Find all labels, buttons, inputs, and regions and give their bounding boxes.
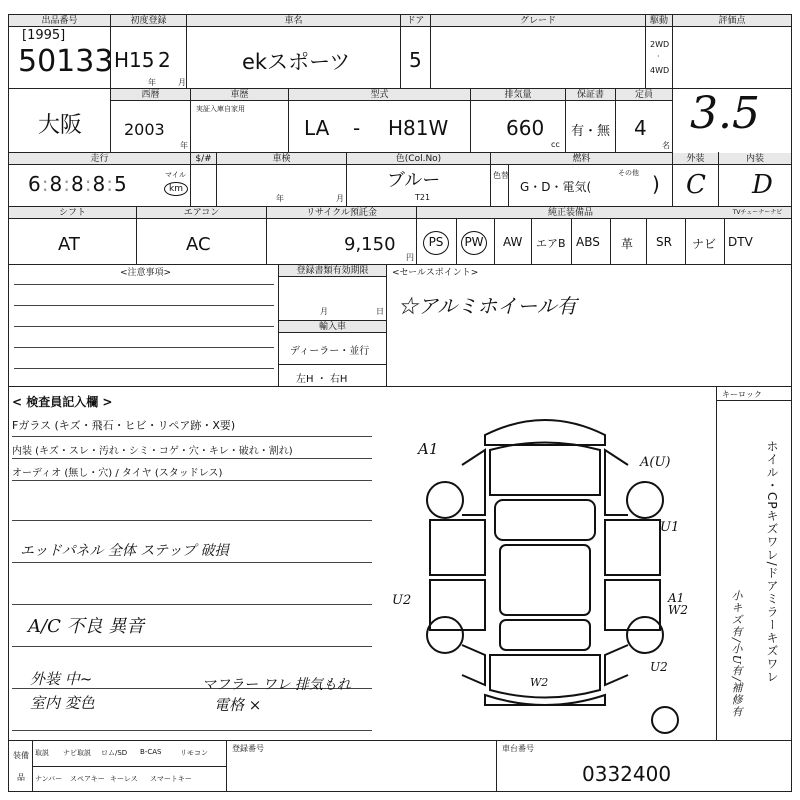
mileage-digit: 8 bbox=[92, 172, 107, 196]
div bbox=[724, 219, 725, 264]
equipment-navi: ナビ bbox=[692, 237, 717, 251]
div bbox=[32, 766, 226, 767]
inspector-line3: オーディオ (無し・穴) / タイヤ (スタッドレス) bbox=[12, 468, 223, 479]
mileage-digit: 8 bbox=[49, 172, 64, 196]
inspection-label: 車検 bbox=[217, 153, 346, 165]
reg-label: 登録番号 bbox=[232, 744, 264, 753]
div bbox=[531, 219, 532, 264]
wheel-fr bbox=[627, 482, 663, 518]
equipment-label: 純正装備品 bbox=[417, 207, 724, 219]
inspector-note6: 電格 × bbox=[214, 696, 262, 714]
chassis-number: 0332400 bbox=[582, 762, 672, 786]
rule bbox=[12, 520, 372, 521]
wheel-fl bbox=[427, 482, 463, 518]
inspector-line1: Fガラス (キズ・飛石・ヒビ・リペア跡・X要) bbox=[12, 419, 236, 432]
year-unit: 年 bbox=[148, 78, 156, 87]
fuel-other: その他 bbox=[618, 169, 639, 177]
door-label: ドア bbox=[401, 15, 430, 27]
equipment-sr: SR bbox=[656, 235, 672, 249]
car-name: ekスポーツ bbox=[242, 50, 351, 74]
drive-2wd: 2WD bbox=[650, 40, 670, 49]
rule bbox=[12, 646, 372, 647]
shift: AT bbox=[58, 234, 80, 255]
rear-window bbox=[500, 620, 590, 650]
rule bbox=[12, 604, 372, 605]
fuel-label: 燃料 bbox=[491, 153, 672, 165]
dealer: ディーラー・並行 bbox=[290, 346, 370, 357]
reg-day-unit: 日 bbox=[376, 307, 384, 316]
equipment-abs: ABS bbox=[576, 235, 600, 249]
doors: 5 bbox=[409, 48, 422, 72]
dollar-label: $/# bbox=[191, 153, 216, 165]
displacement: 660 bbox=[506, 116, 545, 140]
mark-a-u: A(U) bbox=[640, 455, 671, 470]
tv-label: TVチューナーナビ bbox=[724, 207, 791, 219]
registration-label: 登録書類有効期限 bbox=[279, 265, 386, 277]
capacity-label: 定員 bbox=[616, 89, 672, 101]
rule bbox=[14, 284, 274, 285]
sales-point: ☆アルミホイール有 bbox=[398, 294, 577, 318]
mark-u2-right: U2 bbox=[650, 660, 668, 674]
ac-label: エアコン bbox=[137, 207, 266, 219]
color-change-label: 色替 bbox=[493, 171, 509, 180]
reg-month-unit: 月 bbox=[320, 307, 328, 316]
footer-label-a: 装備 bbox=[13, 751, 29, 760]
equipment-pw: PW bbox=[461, 231, 489, 255]
displacement-label: 排気量 bbox=[471, 89, 565, 101]
inspection-year-unit: 年 bbox=[276, 194, 284, 203]
front-bumper bbox=[485, 420, 605, 445]
sales-label: <セールスポイント> bbox=[392, 268, 479, 278]
inspector-note5: マフラー ワレ 排気もれ bbox=[202, 677, 351, 693]
mileage-digit: 8 bbox=[70, 172, 85, 196]
mark-u2-left: U2 bbox=[392, 593, 412, 608]
color-code: T21 bbox=[415, 193, 431, 202]
capacity-unit: 名 bbox=[662, 141, 670, 150]
exterior: C bbox=[686, 170, 706, 200]
recycle-label: リサイクル預託金 bbox=[267, 207, 416, 219]
div bbox=[226, 740, 227, 792]
side-text: ホイル・CPキズワレ/ドアミラーキズワレ bbox=[765, 440, 779, 684]
wheel-rr bbox=[627, 617, 663, 653]
lot-label: 出品番号 bbox=[9, 15, 110, 27]
capacity: 4 bbox=[634, 116, 647, 140]
mile-unit: マイル bbox=[165, 171, 186, 179]
exterior-label: 外装 bbox=[673, 153, 718, 165]
wheel-rl bbox=[427, 617, 463, 653]
mark-w2: W2 bbox=[530, 676, 549, 689]
opt-smart-key: スマートキー bbox=[150, 775, 192, 783]
left-front-fender bbox=[462, 450, 485, 515]
first-reg-era: H15 bbox=[114, 48, 155, 72]
equipment-dtv: DTV bbox=[728, 235, 753, 249]
car-name-label: 車名 bbox=[187, 15, 400, 27]
mileage: 6:8:8:8:5 bbox=[28, 172, 128, 196]
opt-number: ナンバー bbox=[35, 775, 63, 783]
grade-label: グレード bbox=[431, 15, 645, 27]
opt-keyless: キーレス bbox=[110, 775, 138, 783]
lot-number: 50133 bbox=[18, 44, 114, 79]
opt-navi-manual: ナビ取説 bbox=[63, 749, 91, 757]
yen: 円 bbox=[406, 253, 414, 262]
rule bbox=[14, 326, 274, 327]
windshield bbox=[495, 500, 595, 540]
first-reg-label: 初度登録 bbox=[111, 15, 186, 27]
mileage-digit: 6 bbox=[28, 172, 42, 196]
div bbox=[278, 364, 386, 365]
div bbox=[646, 219, 647, 264]
rule bbox=[12, 562, 372, 563]
spare-wheel bbox=[652, 707, 678, 733]
mileage-digit: 5 bbox=[113, 172, 128, 196]
inspector-note2: A/C 不良 異音 bbox=[28, 616, 145, 637]
fuel: G・D・電気( bbox=[520, 180, 592, 194]
year: 2003 bbox=[124, 120, 165, 139]
seireki-label: 西暦 bbox=[111, 89, 190, 101]
rule bbox=[12, 458, 372, 459]
opt-spare-key: スペアキー bbox=[70, 775, 105, 783]
div bbox=[672, 14, 673, 152]
inspector-bottom bbox=[8, 740, 792, 741]
opt-manual: 取説 bbox=[35, 749, 49, 757]
div bbox=[386, 264, 387, 386]
opt-rom-sd: ロム/SD bbox=[101, 749, 128, 757]
keylock-label: キーロック bbox=[722, 390, 762, 399]
rule bbox=[12, 480, 372, 481]
div bbox=[716, 400, 792, 401]
drive-dot: · bbox=[657, 52, 660, 61]
shareki-label: 車歴 bbox=[191, 89, 288, 101]
import-label: 輸入車 bbox=[279, 321, 386, 333]
model-dash: - bbox=[353, 116, 361, 140]
mark-u1: U1 bbox=[660, 520, 680, 535]
region: 大阪 bbox=[38, 113, 83, 138]
opt-remote: リモコン bbox=[180, 749, 208, 757]
div bbox=[456, 219, 457, 264]
equipment-leather: 革 bbox=[621, 237, 634, 251]
inspector-note4: 室内 変色 bbox=[30, 694, 95, 712]
color: ブルー bbox=[387, 170, 441, 191]
div bbox=[496, 740, 497, 792]
equipment-aw: AW bbox=[503, 235, 523, 249]
first-reg-month: 2 bbox=[158, 48, 171, 72]
footer-label-b: 品 bbox=[17, 773, 25, 782]
warranty-label: 保証書 bbox=[566, 89, 615, 101]
rule bbox=[12, 436, 372, 437]
left-front-door bbox=[430, 520, 485, 575]
drive-4wd: 4WD bbox=[650, 66, 670, 75]
mark-a1-w2: A1 W2 bbox=[668, 591, 688, 617]
km-unit: km bbox=[164, 182, 188, 196]
recycle: 9,150 bbox=[344, 234, 396, 255]
year-unit-2: 年 bbox=[180, 141, 188, 150]
interior: D bbox=[752, 170, 773, 200]
model-code: H81W bbox=[388, 116, 449, 140]
roof bbox=[500, 545, 590, 615]
score: 3.5 bbox=[690, 88, 760, 139]
side-text2: 小キズ有/小U有/補修有 bbox=[730, 590, 743, 718]
left-rear-fender bbox=[462, 645, 485, 685]
color-label: 色(Col.No) bbox=[347, 153, 490, 165]
model-label: 型式 bbox=[289, 89, 470, 101]
hood bbox=[490, 443, 600, 496]
right-front-fender bbox=[605, 450, 628, 515]
rule bbox=[12, 730, 372, 731]
handle: 左H ・ 右H bbox=[296, 374, 348, 385]
score-label: 評価点 bbox=[673, 15, 791, 27]
interior-label: 内装 bbox=[719, 153, 791, 165]
drive-label: 駆動 bbox=[646, 15, 672, 27]
opt-bcas: B-CAS bbox=[140, 748, 162, 756]
equipment-airbag: エアB bbox=[536, 237, 566, 250]
ac: AC bbox=[186, 234, 211, 255]
chassis-label: 車台番号 bbox=[502, 744, 534, 753]
cc: cc bbox=[551, 140, 560, 149]
inspection-month-unit: 月 bbox=[336, 194, 344, 203]
div bbox=[571, 219, 572, 264]
div bbox=[716, 386, 717, 740]
shift-label: シフト bbox=[9, 207, 136, 219]
rule bbox=[14, 368, 274, 369]
div bbox=[610, 219, 611, 264]
inspector-note3: 外装 中~ bbox=[30, 670, 93, 688]
caution-label: <注意事項> bbox=[120, 268, 172, 278]
rule bbox=[14, 347, 274, 348]
inspector-title: < 検査員記入欄 > bbox=[12, 395, 113, 409]
inspector-line2: 内装 (キズ・スレ・汚れ・シミ・コゲ・穴・キレ・破れ・割れ) bbox=[12, 446, 293, 457]
warranty: 有・無 bbox=[571, 124, 611, 139]
year-label: [1995] bbox=[22, 28, 66, 43]
right-front-door bbox=[605, 520, 660, 575]
mileage-label: 走行 bbox=[9, 153, 190, 165]
mark-a1-left: A1 bbox=[418, 440, 439, 458]
equipment-ps: PS bbox=[423, 231, 451, 255]
model-prefix: LA bbox=[304, 116, 330, 140]
row5-bottom bbox=[8, 386, 792, 387]
rule bbox=[14, 305, 274, 306]
div bbox=[494, 219, 495, 264]
right-rear-fender bbox=[605, 645, 628, 685]
div bbox=[685, 219, 686, 264]
inspector-note1: エッドパネル 全体 ステップ 破損 bbox=[20, 543, 229, 559]
shareki-note: 実証入庫自家用 bbox=[196, 105, 245, 113]
month-unit: 月 bbox=[178, 78, 186, 87]
fuel-close: ) bbox=[652, 172, 660, 196]
div bbox=[508, 165, 509, 206]
